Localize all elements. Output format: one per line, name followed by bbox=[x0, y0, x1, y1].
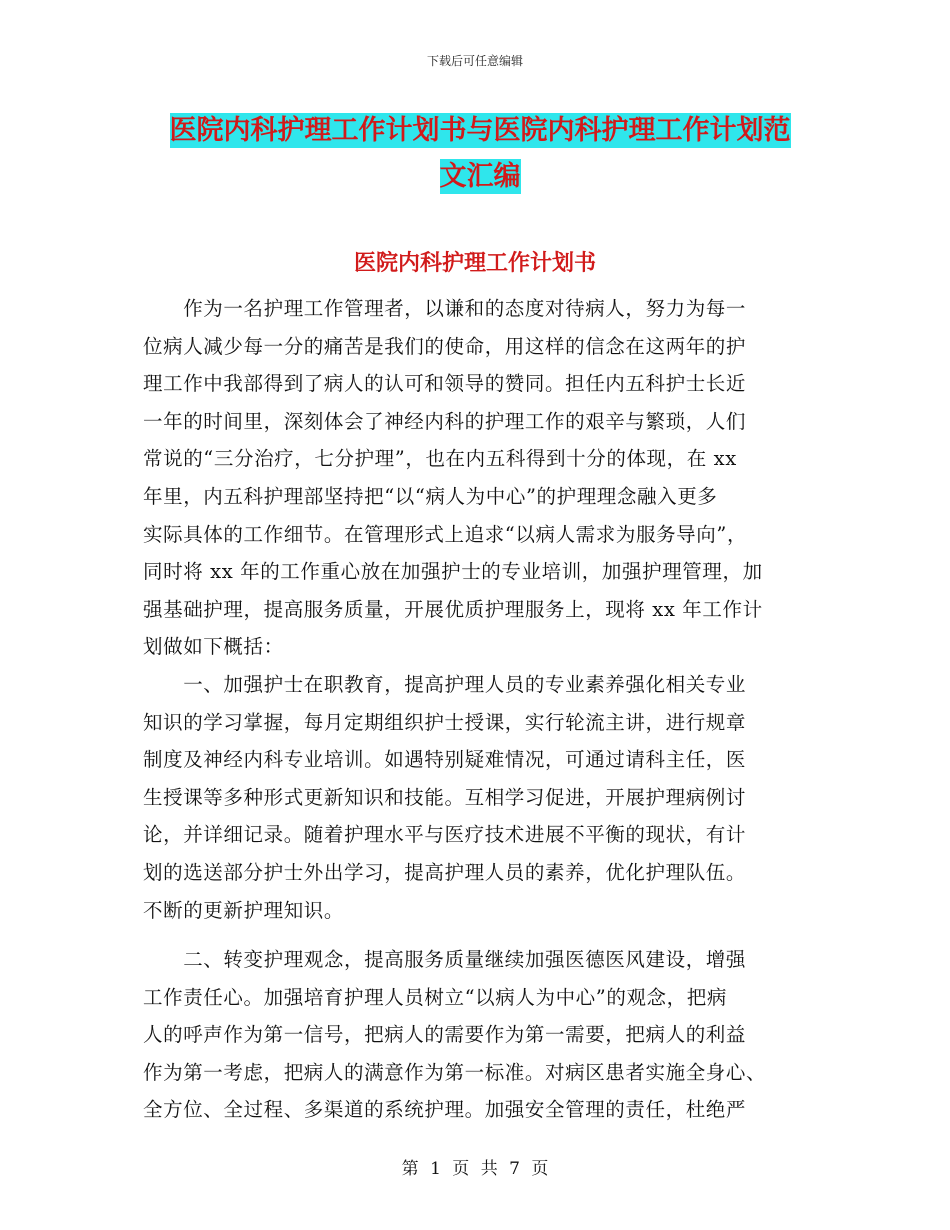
title-line-1: 医院内科护理工作计划书与医院内科护理工作计划范 bbox=[169, 115, 791, 146]
title-line-2: 文汇编 bbox=[439, 161, 521, 192]
text-line: 工作责任心。加强培育护理人员树立“以病人为中心”的观念，把病 bbox=[143, 985, 727, 1009]
text-line: 制度及神经内科专业培训。如遇特别疑难情况，可通过请科主任，医 bbox=[143, 748, 747, 772]
document-title bbox=[150, 108, 810, 200]
text-line: 常说的“三分治疗，七分护理”，也在内五科得到十分的体现，在 xx bbox=[143, 447, 737, 471]
paragraph-2 bbox=[143, 666, 803, 929]
text-line: 作为一名护理工作管理者，以谦和的态度对待病人，努力为每一 bbox=[143, 297, 747, 320]
paragraph-1 bbox=[143, 290, 803, 666]
text-line: 强基础护理，提高服务质量，开展优质护理服务上，现将 xx 年工作计 bbox=[143, 597, 763, 621]
page-footer: 第 1 页 共 7 页 bbox=[401, 1159, 549, 1179]
text-line: 一年的时间里，深刻体会了神经内科的护理工作的艰辛与繁琐，人们 bbox=[143, 409, 747, 433]
section-title: 医院内科护理工作计划书 bbox=[353, 251, 596, 276]
text-line: 位病人减少每一分的痛苦是我们的使命，用这样的信念在这两年的护 bbox=[143, 334, 747, 358]
text-line: 一、加强护士在职教育，提高护理人员的专业素养强化相关专业 bbox=[143, 672, 747, 696]
text-line: 同时将 xx 年的工作重心放在加强护士的专业培训，加强护理管理，加 bbox=[143, 560, 763, 584]
text-line: 实际具体的工作细节。在管理形式上追求“以病人需求为服务导向”， bbox=[143, 522, 748, 546]
text-line: 理工作中我部得到了病人的认可和领导的赞同。担任内五科护士长近 bbox=[143, 372, 747, 396]
text-line: 年里，内五科护理部坚持把“以“病人为中心”的护理理念融入更多 bbox=[143, 484, 718, 508]
text-line: 知识的学习掌握，每月定期组织护士授课，实行轮流主讲，进行规章 bbox=[143, 710, 747, 734]
text-line: 人的呼声作为第一信号，把病人的需要作为第一需要，把病人的利益 bbox=[143, 1023, 747, 1047]
paragraph-3 bbox=[143, 941, 803, 1129]
document-body bbox=[143, 290, 803, 1129]
text-line: 生授课等多种形式更新知识和技能。互相学习促进，开展护理病例讨 bbox=[143, 785, 747, 809]
text-line: 二、转变护理观念，提高服务质量继续加强医德医风建设，增强 bbox=[143, 948, 747, 972]
text-line: 作为第一考虑，把病人的满意作为第一标准。对病区患者实施全身心、 bbox=[143, 1060, 767, 1084]
page-header: 下载后可任意编辑 bbox=[426, 54, 523, 68]
text-line: 全方位、全过程、多渠道的系统护理。加强安全管理的责任，杜绝严 bbox=[143, 1098, 747, 1122]
text-line: 划做如下概括： bbox=[143, 635, 284, 659]
text-line: 划的选送部分护士外出学习，提高护理人员的素养，优化护理队伍。 bbox=[143, 860, 747, 884]
text-line: 不断的更新护理知识。 bbox=[143, 898, 345, 922]
text-line: 论，并详细记录。随着护理水平与医疗技术进展不平衡的现状，有计 bbox=[143, 823, 747, 847]
